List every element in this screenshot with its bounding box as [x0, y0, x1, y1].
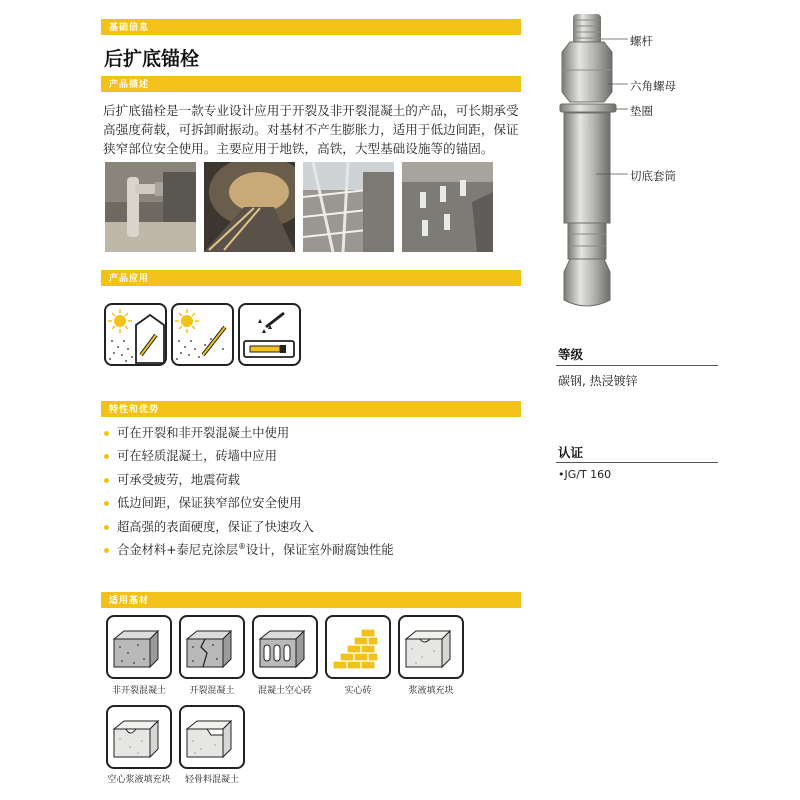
feature-item: 合金材料+泰尼克涂层®设计，保证室外耐腐蚀性能: [104, 540, 394, 563]
feature-item: 可在开裂和非开裂混凝土中使用: [104, 423, 394, 446]
application-indoor-icon: [104, 303, 167, 366]
section-label-application: 产品应用: [109, 274, 150, 284]
grade-text: 碳钢, 热浸镀锌: [558, 374, 638, 388]
material-label: 空心浆液填充块: [107, 775, 171, 785]
bullet-icon: [104, 431, 109, 436]
callout-washer: 垫圈: [630, 104, 653, 118]
photo-tunnel: [204, 162, 295, 252]
section-bar-application: [101, 270, 521, 286]
material-lightweight-concrete-icon: [179, 705, 245, 769]
section-bar-basic: [101, 19, 521, 35]
application-outdoor-icon: [171, 303, 234, 366]
material-label: 非开裂混凝土: [111, 686, 166, 696]
bullet-icon: [104, 525, 109, 530]
certification-title: 认证: [558, 445, 584, 460]
callout-sleeve: 切底套筒: [630, 169, 676, 183]
feature-item: 可在轻质混凝土，砖墙中应用: [104, 446, 394, 469]
material-hollow-grouted-block-icon: [106, 705, 172, 769]
photo-wall-brackets: [402, 162, 493, 252]
grade-title: 等级: [558, 347, 584, 362]
material-label: 浆液填充块: [408, 686, 454, 696]
certification-divider: [556, 462, 718, 463]
callout-rod: 螺杆: [630, 34, 653, 48]
section-bar-materials: [101, 592, 521, 608]
material-cracked-concrete-icon: [179, 615, 245, 679]
material-solid-brick-icon: [325, 615, 391, 679]
material-label: 实心砖: [344, 686, 372, 696]
product-title: 后扩底锚栓: [104, 48, 200, 70]
feature-item: 低边间距，保证狭窄部位安全使用: [104, 493, 394, 516]
section-label-materials: 适用基材: [109, 596, 150, 606]
product-description: 后扩底锚栓是一款专业设计应用于开裂及非开裂混凝土的产品，可长期承受高强度荷载，可拆卸耐振动。对基材不产生膨胀力，适用于低边间距，保证狭窄部位安全使用。主要应用于地铁，高铁，大型基础设施等的锚固。: [103, 103, 519, 156]
material-label: 开裂混凝土: [189, 686, 235, 696]
callout-hex-nut: 六角螺母: [630, 79, 676, 93]
material-hollow-concrete-block-icon: [252, 615, 318, 679]
feature-list: [104, 423, 394, 563]
application-corrosive-icon: [238, 303, 301, 366]
bullet-icon: [104, 548, 109, 553]
feature-item: 超高强的表面硬度，保证了快速攻入: [104, 517, 394, 540]
section-bar-description: [101, 76, 521, 92]
material-grouted-block-icon: [398, 615, 464, 679]
photo-anchor-installed: [105, 162, 196, 252]
grade-divider: [556, 365, 718, 366]
section-label-features: 特性和优势: [109, 405, 160, 415]
material-label: 轻骨料混凝土: [184, 775, 239, 785]
material-noncracked-concrete-icon: [106, 615, 172, 679]
photo-scaffold: [303, 162, 394, 252]
section-label-description: 产品描述: [109, 80, 150, 90]
section-bar-features: [101, 401, 521, 417]
registered-mark: ®: [237, 541, 246, 551]
certification-text: •JG/T 160: [558, 468, 612, 481]
material-label: 混凝土空心砖: [257, 686, 312, 696]
bullet-icon: [104, 454, 109, 459]
bullet-icon: [104, 478, 109, 483]
anchor-bolt-illustration: [548, 12, 628, 312]
section-label-basic: 基础信息: [109, 23, 150, 33]
bullet-icon: [104, 501, 109, 506]
feature-item: 可承受疲劳，地震荷载: [104, 470, 394, 493]
